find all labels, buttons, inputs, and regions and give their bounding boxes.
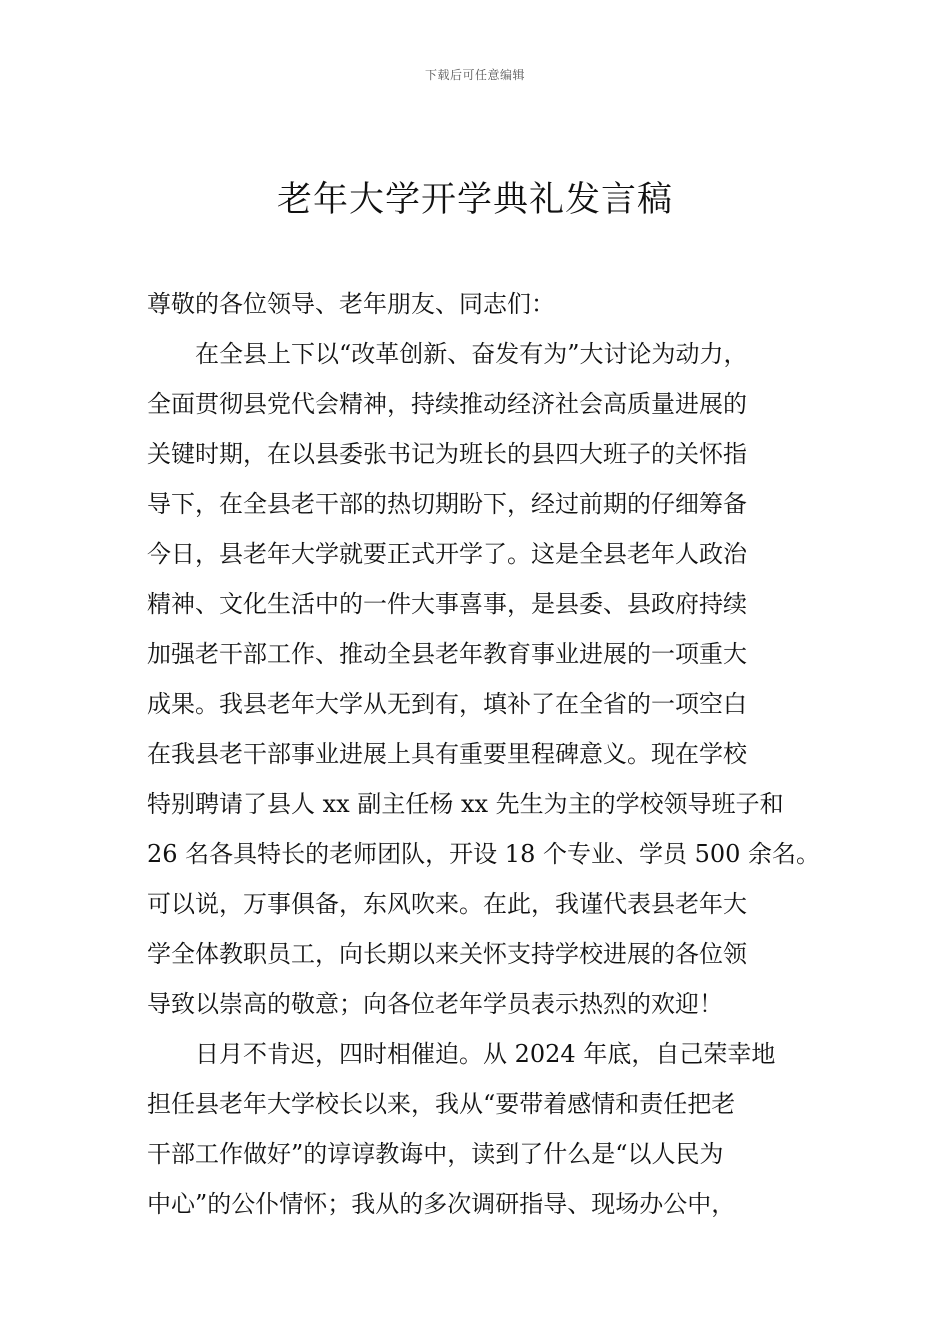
body-line: 在我县老干部事业进展上具有重要里程碑意义。现在学校: [147, 740, 747, 768]
document-title: 老年大学开学典礼发言稿: [276, 180, 673, 220]
body-line: 加强老干部工作、推动全县老年教育事业进展的一项重大: [147, 640, 747, 668]
body-line: 精神、文化生活中的一件大事喜事，是县委、县政府持续: [147, 590, 747, 618]
body-line: 担任县老年大学校长以来，我从“要带着感情和责任把老: [147, 1090, 736, 1118]
salutation-line: 尊敬的各位领导、老年朋友、同志们：: [147, 290, 555, 318]
body-line: 可以说，万事俱备，东风吹来。在此，我谨代表县老年大: [147, 890, 747, 918]
body-line: 日月不肯迟，四时相催迫。从 2024 年底，自己荣幸地: [195, 1040, 776, 1068]
body-line: 特别聘请了县人 xx 副主任杨 xx 先生为主的学校领导班子和: [147, 790, 784, 818]
body-line: 关键时期，在以县委张书记为班长的县四大班子的关怀指: [147, 440, 747, 468]
body-line: 26 名各具特长的老师团队，开设 18 个专业、学员 500 余名。: [147, 840, 821, 868]
body-line: 全面贯彻县党代会精神，持续推动经济社会高质量进展的: [147, 390, 747, 418]
speech-body: [147, 279, 847, 1229]
body-line: 学全体教职员工，向长期以来关怀支持学校进展的各位领: [147, 940, 747, 968]
body-line: 导致以崇高的敬意；向各位老年学员表示热烈的欢迎！: [147, 990, 723, 1018]
body-line: 中心”的公仆情怀；我从的多次调研指导、现场办公中，: [147, 1190, 736, 1218]
header-note: 下载后可任意编辑: [424, 68, 525, 82]
body-line: 导下，在全县老干部的热切期盼下，经过前期的仔细筹备: [147, 490, 747, 518]
body-line: 干部工作做好”的谆谆教诲中，读到了什么是“以人民为: [147, 1140, 724, 1168]
body-line: 成果。我县老年大学从无到有，填补了在全省的一项空白: [147, 690, 747, 718]
body-line: 今日，县老年大学就要正式开学了。这是全县老年人政治: [147, 540, 747, 568]
body-line: 在全县上下以“改革创新、奋发有为”大讨论为动力，: [195, 340, 748, 368]
